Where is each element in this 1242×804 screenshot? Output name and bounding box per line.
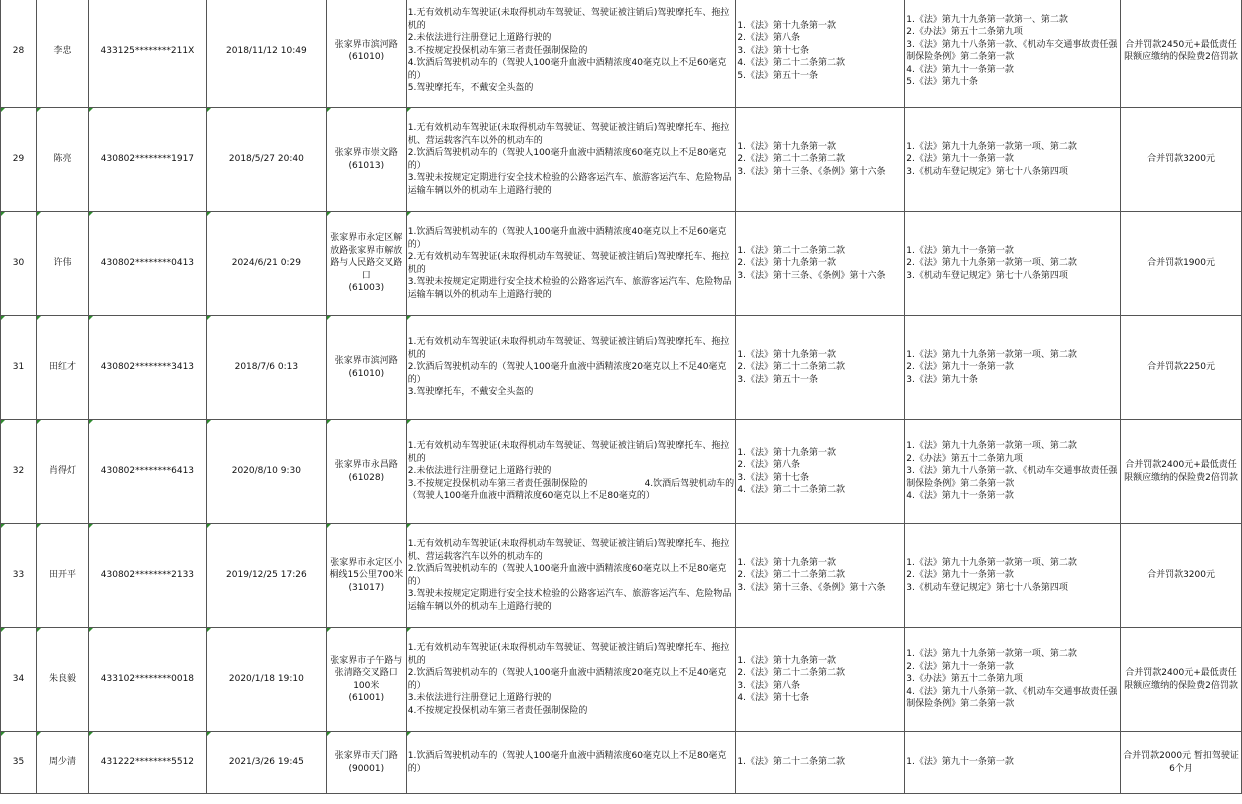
act-line: 3.驾驶未按规定定期进行安全技术检验的公路客运汽车、旅游客运汽车、危险物品运输车辆以外的机动车上道路行驶的 <box>407 277 732 300</box>
row-number-cell <box>1 212 37 316</box>
penalty-basis-line: 1.《法》第九十九条第一款第一项、第二款 <box>906 557 1077 568</box>
place-line: 张家界市永定区解放路张家界市解放路与人民路交叉路口 <box>330 233 403 281</box>
penalty-basis-line: 3.《办法》第五十二条第九项 <box>906 674 1023 685</box>
basis-line: 3.《法》第十三条、《条例》第十六条 <box>737 582 886 593</box>
id-number-cell <box>88 316 206 420</box>
basis-line: 1.《法》第二十二条第二款 <box>737 757 846 768</box>
place-cell <box>326 0 406 108</box>
act-line: 3.驾驶未按规定定期进行安全技术检验的公路客运汽车、旅游客运汽车、危险物品运输车辆以外的机动车上道路行驶的 <box>407 589 732 612</box>
place-line: (61001) <box>348 693 385 703</box>
time-cell <box>206 524 326 628</box>
act-line: 1.无有效机动车驾驶证(未取得机动车驾驶证、驾驶证被注销后)驾驶摩托车、拖拉机的 <box>407 337 730 360</box>
person-name: 周少清 <box>48 757 76 768</box>
act-line: 1.饮酒后驾驶机动车的（驾驶人100毫升血液中酒精浓度40毫克以上不足60毫克的） <box>407 227 727 250</box>
basis-line: 1.《法》第十九条第一款 <box>737 20 837 31</box>
id-number-cell <box>88 108 206 212</box>
violation-time: 2019/12/25 17:26 <box>226 570 307 581</box>
penalty-basis-line: 2.《法》第九十一条第一款 <box>906 362 1014 373</box>
place-line: (61013) <box>348 160 385 171</box>
basis-line: 1.《法》第十九条第一款 <box>737 447 837 458</box>
table-row <box>1 0 1242 108</box>
place-line: (61010) <box>348 368 385 379</box>
act-line: 2.饮酒后驾驶机动车的（驾驶人100毫升血液中酒精浓度20毫克以上不足40毫克的） <box>407 362 727 385</box>
place-line: 张家界市天门路 <box>334 751 398 761</box>
place-cell <box>326 212 406 316</box>
basis-line: 4.《法》第十七条 <box>737 693 810 703</box>
place-cell <box>326 732 406 794</box>
violation-time: 2020/8/10 9:30 <box>231 466 301 477</box>
row-number-cell <box>1 524 37 628</box>
row-number: 35 <box>12 757 25 768</box>
penalty-basis-line: 4.《法》第九十一条第一款 <box>906 491 1014 502</box>
act-line: 2.未依法进行注册登记上道路行驶的 <box>407 33 552 44</box>
place-cell <box>326 108 406 212</box>
place-line: 张家界市滨河路 <box>334 356 398 366</box>
basis-line: 1.《法》第十九条第一款 <box>737 141 837 152</box>
basis-line: 4.《法》第二十二条第二款 <box>737 485 846 495</box>
id-number-cell <box>88 732 206 794</box>
place-line: 张家界市子午路与张清路交叉路口100米 <box>330 655 403 691</box>
penalty-basis-line: 2.《法》第九十一条第一款 <box>906 570 1014 581</box>
acts-cell <box>406 732 736 794</box>
person-name: 肖得灯 <box>48 466 76 477</box>
penalty-basis-line: 3.《法》第九十条 <box>906 374 978 385</box>
result-cell <box>1121 628 1242 732</box>
row-number: 34 <box>12 674 25 685</box>
row-number: 30 <box>12 258 25 269</box>
place-line: (61010) <box>348 52 385 62</box>
place-line: 张家界市滨河路 <box>334 39 398 50</box>
row-number-cell <box>1 108 37 212</box>
basis-line: 5.《法》第五十一条 <box>737 70 819 81</box>
penalty-result: 合并罚款2400元+最低责任限额应缴纳的保险费2倍罚款 <box>1124 668 1238 691</box>
basis-line: 2.《法》第十九条第一款 <box>737 258 837 269</box>
act-line: 3.驾驶摩托车，不戴安全头盔的 <box>407 387 534 398</box>
basis-line: 3.《法》第十七条 <box>737 472 810 483</box>
penalty-result: 合并罚款3200元 <box>1147 154 1215 165</box>
penalty-basis-cell <box>905 0 1121 108</box>
person-name: 田红才 <box>48 362 76 373</box>
row-number-cell <box>1 0 37 108</box>
violation-time: 2024/6/21 0:29 <box>231 258 301 269</box>
act-line: 2.饮酒后驾驶机动车的（驾驶人100毫升血液中酒精浓度20毫克以上不足40毫克的） <box>407 668 727 691</box>
id-number: 430802********0413 <box>100 258 195 269</box>
table-row <box>1 316 1242 420</box>
penalty-basis-line: 3.《法》第九十八条第一款、《机动车交通事故责任强制保险条例》第二条第一款 <box>906 39 1118 62</box>
act-line: 1.无有效机动车驾驶证(未取得机动车驾驶证、驾驶证被注销后)驾驶摩托车、拖拉机的 <box>407 441 730 464</box>
basis-line: 1.《法》第十九条第一款 <box>737 655 837 666</box>
basis-line: 3.《法》第五十一条 <box>737 374 819 385</box>
basis-line: 3.《法》第十三条、《条例》第十六条 <box>737 166 886 177</box>
result-cell <box>1121 212 1242 316</box>
place-line: (61003) <box>348 283 385 294</box>
penalty-basis-line: 1.《法》第九十一条第一款 <box>906 245 1014 256</box>
basis-cell <box>736 0 905 108</box>
penalty-basis-cell <box>905 420 1121 524</box>
penalty-result: 合并罚款2450元+最低责任限额应缴纳的保险费2倍罚款 <box>1124 39 1238 62</box>
person-name: 朱良毅 <box>48 674 76 685</box>
violation-time: 2018/7/6 0:13 <box>234 362 299 373</box>
act-line: 3.不按规定投保机动车第三者责任强制保险的 <box>407 45 588 56</box>
violation-time: 2018/11/12 10:49 <box>226 45 307 56</box>
act-line: 1.无有效机动车驾驶证(未取得机动车驾驶证、驾驶证被注销后)驾驶摩托车、拖拉机、营运载客汽车以外的机动车的 <box>407 539 730 562</box>
name-cell <box>36 108 88 212</box>
act-line: 5.驾驶摩托车，不戴安全头盔的 <box>407 83 534 94</box>
row-number-cell <box>1 316 37 420</box>
penalty-basis-line: 3.《机动车登记规定》第七十八条第四项 <box>906 270 1068 281</box>
basis-line: 3.《法》第八条 <box>737 680 801 691</box>
name-cell <box>36 212 88 316</box>
time-cell <box>206 628 326 732</box>
penalty-basis-line: 1.《法》第九十九条第一款第一项、第二款 <box>906 141 1077 152</box>
basis-line: 2.《法》第二十二条第二款 <box>737 362 846 373</box>
basis-cell <box>736 316 905 420</box>
act-line: 1.无有效机动车驾驶证(未取得机动车驾驶证、驾驶证被注销后)驾驶摩托车、拖拉机的 <box>407 8 730 31</box>
result-cell <box>1121 316 1242 420</box>
basis-line: 1.《法》第十九条第一款 <box>737 349 837 360</box>
basis-cell <box>736 212 905 316</box>
result-cell <box>1121 420 1242 524</box>
id-number: 430802********1917 <box>100 154 195 165</box>
name-cell <box>36 628 88 732</box>
id-number: 431222********5512 <box>100 757 195 768</box>
row-number: 32 <box>12 466 25 477</box>
place-cell <box>326 420 406 524</box>
violation-time: 2018/5/27 20:40 <box>228 154 304 165</box>
place-line: (90001) <box>348 763 385 774</box>
basis-line: 2.《法》第二十二条第二款 <box>737 154 846 165</box>
act-line: 4.不按规定投保机动车第三者责任强制保险的 <box>407 705 588 716</box>
name-cell <box>36 524 88 628</box>
id-number: 430802********6413 <box>100 466 195 477</box>
row-number-cell <box>1 628 37 732</box>
row-number: 33 <box>12 570 25 581</box>
basis-cell <box>736 420 905 524</box>
penalty-basis-line: 4.《法》第九十一条第一款 <box>906 64 1014 75</box>
penalty-basis-cell <box>905 524 1121 628</box>
act-line: 2.饮酒后驾驶机动车的（驾驶人100毫升血液中酒精浓度60毫克以上不足80毫克的） <box>407 148 727 171</box>
time-cell <box>206 732 326 794</box>
basis-line: 3.《法》第十三条、《条例》第十六条 <box>737 270 886 281</box>
penalty-basis-line: 2.《办法》第五十二条第九项 <box>906 27 1023 37</box>
acts-cell <box>406 108 736 212</box>
time-cell <box>206 212 326 316</box>
id-number-cell <box>88 524 206 628</box>
time-cell <box>206 108 326 212</box>
row-number-cell <box>1 732 37 794</box>
basis-cell <box>736 524 905 628</box>
place-line: (61028) <box>348 472 385 483</box>
violation-time: 2021/3/26 19:45 <box>228 757 304 768</box>
row-number: 28 <box>12 45 25 56</box>
act-line: 1.无有效机动车驾驶证(未取得机动车驾驶证、驾驶证被注销后)驾驶摩托车、拖拉机的 <box>407 643 730 666</box>
result-cell <box>1121 524 1242 628</box>
penalty-basis-line: 2.《办法》第五十二条第九项 <box>906 453 1023 464</box>
time-cell <box>206 316 326 420</box>
acts-cell <box>406 316 736 420</box>
place-line: 张家界市永昌路 <box>334 460 398 470</box>
id-number-cell <box>88 0 206 108</box>
penalty-basis-cell <box>905 628 1121 732</box>
name-cell <box>36 316 88 420</box>
place-cell <box>326 524 406 628</box>
penalty-result: 合并罚款1900元 <box>1147 258 1215 269</box>
act-line: 2.无有效机动车驾驶证(未取得机动车驾驶证、驾驶证被注销后)驾驶摩托车、拖拉机的 <box>407 252 730 275</box>
basis-cell <box>736 108 905 212</box>
acts-cell <box>406 212 736 316</box>
act-line: 3.驾驶未按规定定期进行安全技术检验的公路客运汽车、旅游客运汽车、危险物品运输车辆以外的机动车上道路行驶的 <box>407 173 732 196</box>
basis-line: 1.《法》第二十二条第二款 <box>737 245 846 256</box>
penalty-basis-line: 3.《机动车登记规定》第七十八条第四项 <box>906 582 1068 593</box>
row-number-cell <box>1 420 37 524</box>
name-cell <box>36 732 88 794</box>
penalty-basis-line: 5.《法》第九十条 <box>906 77 978 87</box>
table-row <box>1 732 1242 794</box>
name-cell <box>36 0 88 108</box>
penalty-basis-line: 4.《法》第九十八条第一款、《机动车交通事故责任强制保险条例》第二条第一款 <box>906 686 1118 710</box>
penalty-basis-line: 1.《法》第九十九条第一款第一项、第二款 <box>906 441 1077 452</box>
acts-cell <box>406 628 736 732</box>
act-line: 3.未依法进行注册登记上道路行驶的 <box>407 693 552 703</box>
penalty-basis-cell <box>905 316 1121 420</box>
id-number-cell <box>88 420 206 524</box>
basis-line: 4.《法》第二十二条第二款 <box>737 58 846 69</box>
penalty-basis-line: 3.《法》第九十八条第一款、《机动车交通事故责任强制保险条例》第二条第一款 <box>906 466 1118 489</box>
penalty-basis-line: 3.《机动车登记规定》第七十八条第四项 <box>906 166 1068 177</box>
penalty-result: 合并罚款3200元 <box>1147 570 1215 581</box>
penalty-basis-line: 2.《法》第九十一条第一款 <box>906 154 1014 165</box>
time-cell <box>206 0 326 108</box>
penalty-basis-cell <box>905 732 1121 794</box>
basis-cell <box>736 628 905 732</box>
table-row <box>1 524 1242 628</box>
act-line: 1.无有效机动车驾驶证(未取得机动车驾驶证、驾驶证被注销后)驾驶摩托车、拖拉机、营运载客汽车以外的机动车的 <box>407 123 730 146</box>
result-cell <box>1121 732 1242 794</box>
place-cell <box>326 628 406 732</box>
row-number: 29 <box>12 154 25 165</box>
name-cell <box>36 420 88 524</box>
place-cell <box>326 316 406 420</box>
penalty-basis-line: 1.《法》第九十九条第一款第一、第二款 <box>906 14 1068 25</box>
table-row <box>1 108 1242 212</box>
basis-line: 3.《法》第十七条 <box>737 45 810 56</box>
penalty-result: 合并罚款2400元+最低责任限额应缴纳的保险费2倍罚款 <box>1124 460 1238 483</box>
id-number: 433125********211X <box>100 45 195 56</box>
act-line: 2.未依法进行注册登记上道路行驶的 <box>407 466 552 477</box>
result-cell <box>1121 0 1242 108</box>
penalty-basis-line: 2.《法》第九十一条第一款 <box>906 661 1014 672</box>
violation-time: 2020/1/18 19:10 <box>228 674 304 685</box>
penalty-basis-line: 2.《法》第九十九条第一款第一项、第二款 <box>906 258 1077 269</box>
penalty-result: 合并罚款2000元 暂扣驾驶证6个月 <box>1123 751 1239 774</box>
penalty-basis-line: 1.《法》第九十一条第一款 <box>906 757 1014 768</box>
penalty-basis-cell <box>905 212 1121 316</box>
basis-line: 2.《法》第二十二条第二款 <box>737 570 846 581</box>
act-line: 4.饮酒后驾驶机动车的（驾驶人100毫升血液中酒精浓度40毫克以上不足60毫克的） <box>407 58 727 81</box>
id-number-cell <box>88 212 206 316</box>
id-number: 433102********0018 <box>100 674 195 685</box>
person-name: 陈亮 <box>53 154 72 165</box>
penalty-result: 合并罚款2250元 <box>1147 362 1215 373</box>
penalty-basis-line: 1.《法》第九十九条第一款第一项、第二款 <box>906 649 1077 660</box>
act-line: 2.饮酒后驾驶机动车的（驾驶人100毫升血液中酒精浓度60毫克以上不足80毫克的） <box>407 564 727 587</box>
acts-cell <box>406 524 736 628</box>
act-line: 1.饮酒后驾驶机动车的（驾驶人100毫升血液中酒精浓度60毫克以上不足80毫克的） <box>407 751 727 774</box>
place-line: 张家界市崇文路 <box>334 148 398 158</box>
person-name: 李忠 <box>53 45 72 56</box>
row-number: 31 <box>12 362 25 373</box>
result-cell <box>1121 108 1242 212</box>
basis-line: 2.《法》第八条 <box>737 33 801 44</box>
id-number: 430802********2133 <box>100 570 195 581</box>
acts-cell <box>406 0 736 108</box>
penalty-basis-line: 1.《法》第九十九条第一款第一项、第二款 <box>906 349 1077 360</box>
time-cell <box>206 420 326 524</box>
basis-line: 2.《法》第二十二条第二款 <box>737 668 846 678</box>
table-row <box>1 212 1242 316</box>
place-line: 张家界市永定区小桐线15公里700米 (31017) <box>329 557 404 593</box>
id-number-cell <box>88 628 206 732</box>
id-number: 430802********3413 <box>100 362 195 373</box>
person-name: 许伟 <box>53 258 72 269</box>
table-row <box>1 628 1242 732</box>
basis-line: 2.《法》第八条 <box>737 460 801 470</box>
acts-cell <box>406 420 736 524</box>
basis-line: 1.《法》第十九条第一款 <box>737 557 837 568</box>
penalty-basis-cell <box>905 108 1121 212</box>
person-name: 田开平 <box>48 570 76 581</box>
table-row <box>1 420 1242 524</box>
act-line: 3.不按规定投保机动车第三者责任强制保险的 4.饮酒后驾驶机动车的（驾驶人100毫升血液中酒精浓度60毫克以上不足80毫克的） <box>407 478 735 502</box>
basis-cell <box>736 732 905 794</box>
